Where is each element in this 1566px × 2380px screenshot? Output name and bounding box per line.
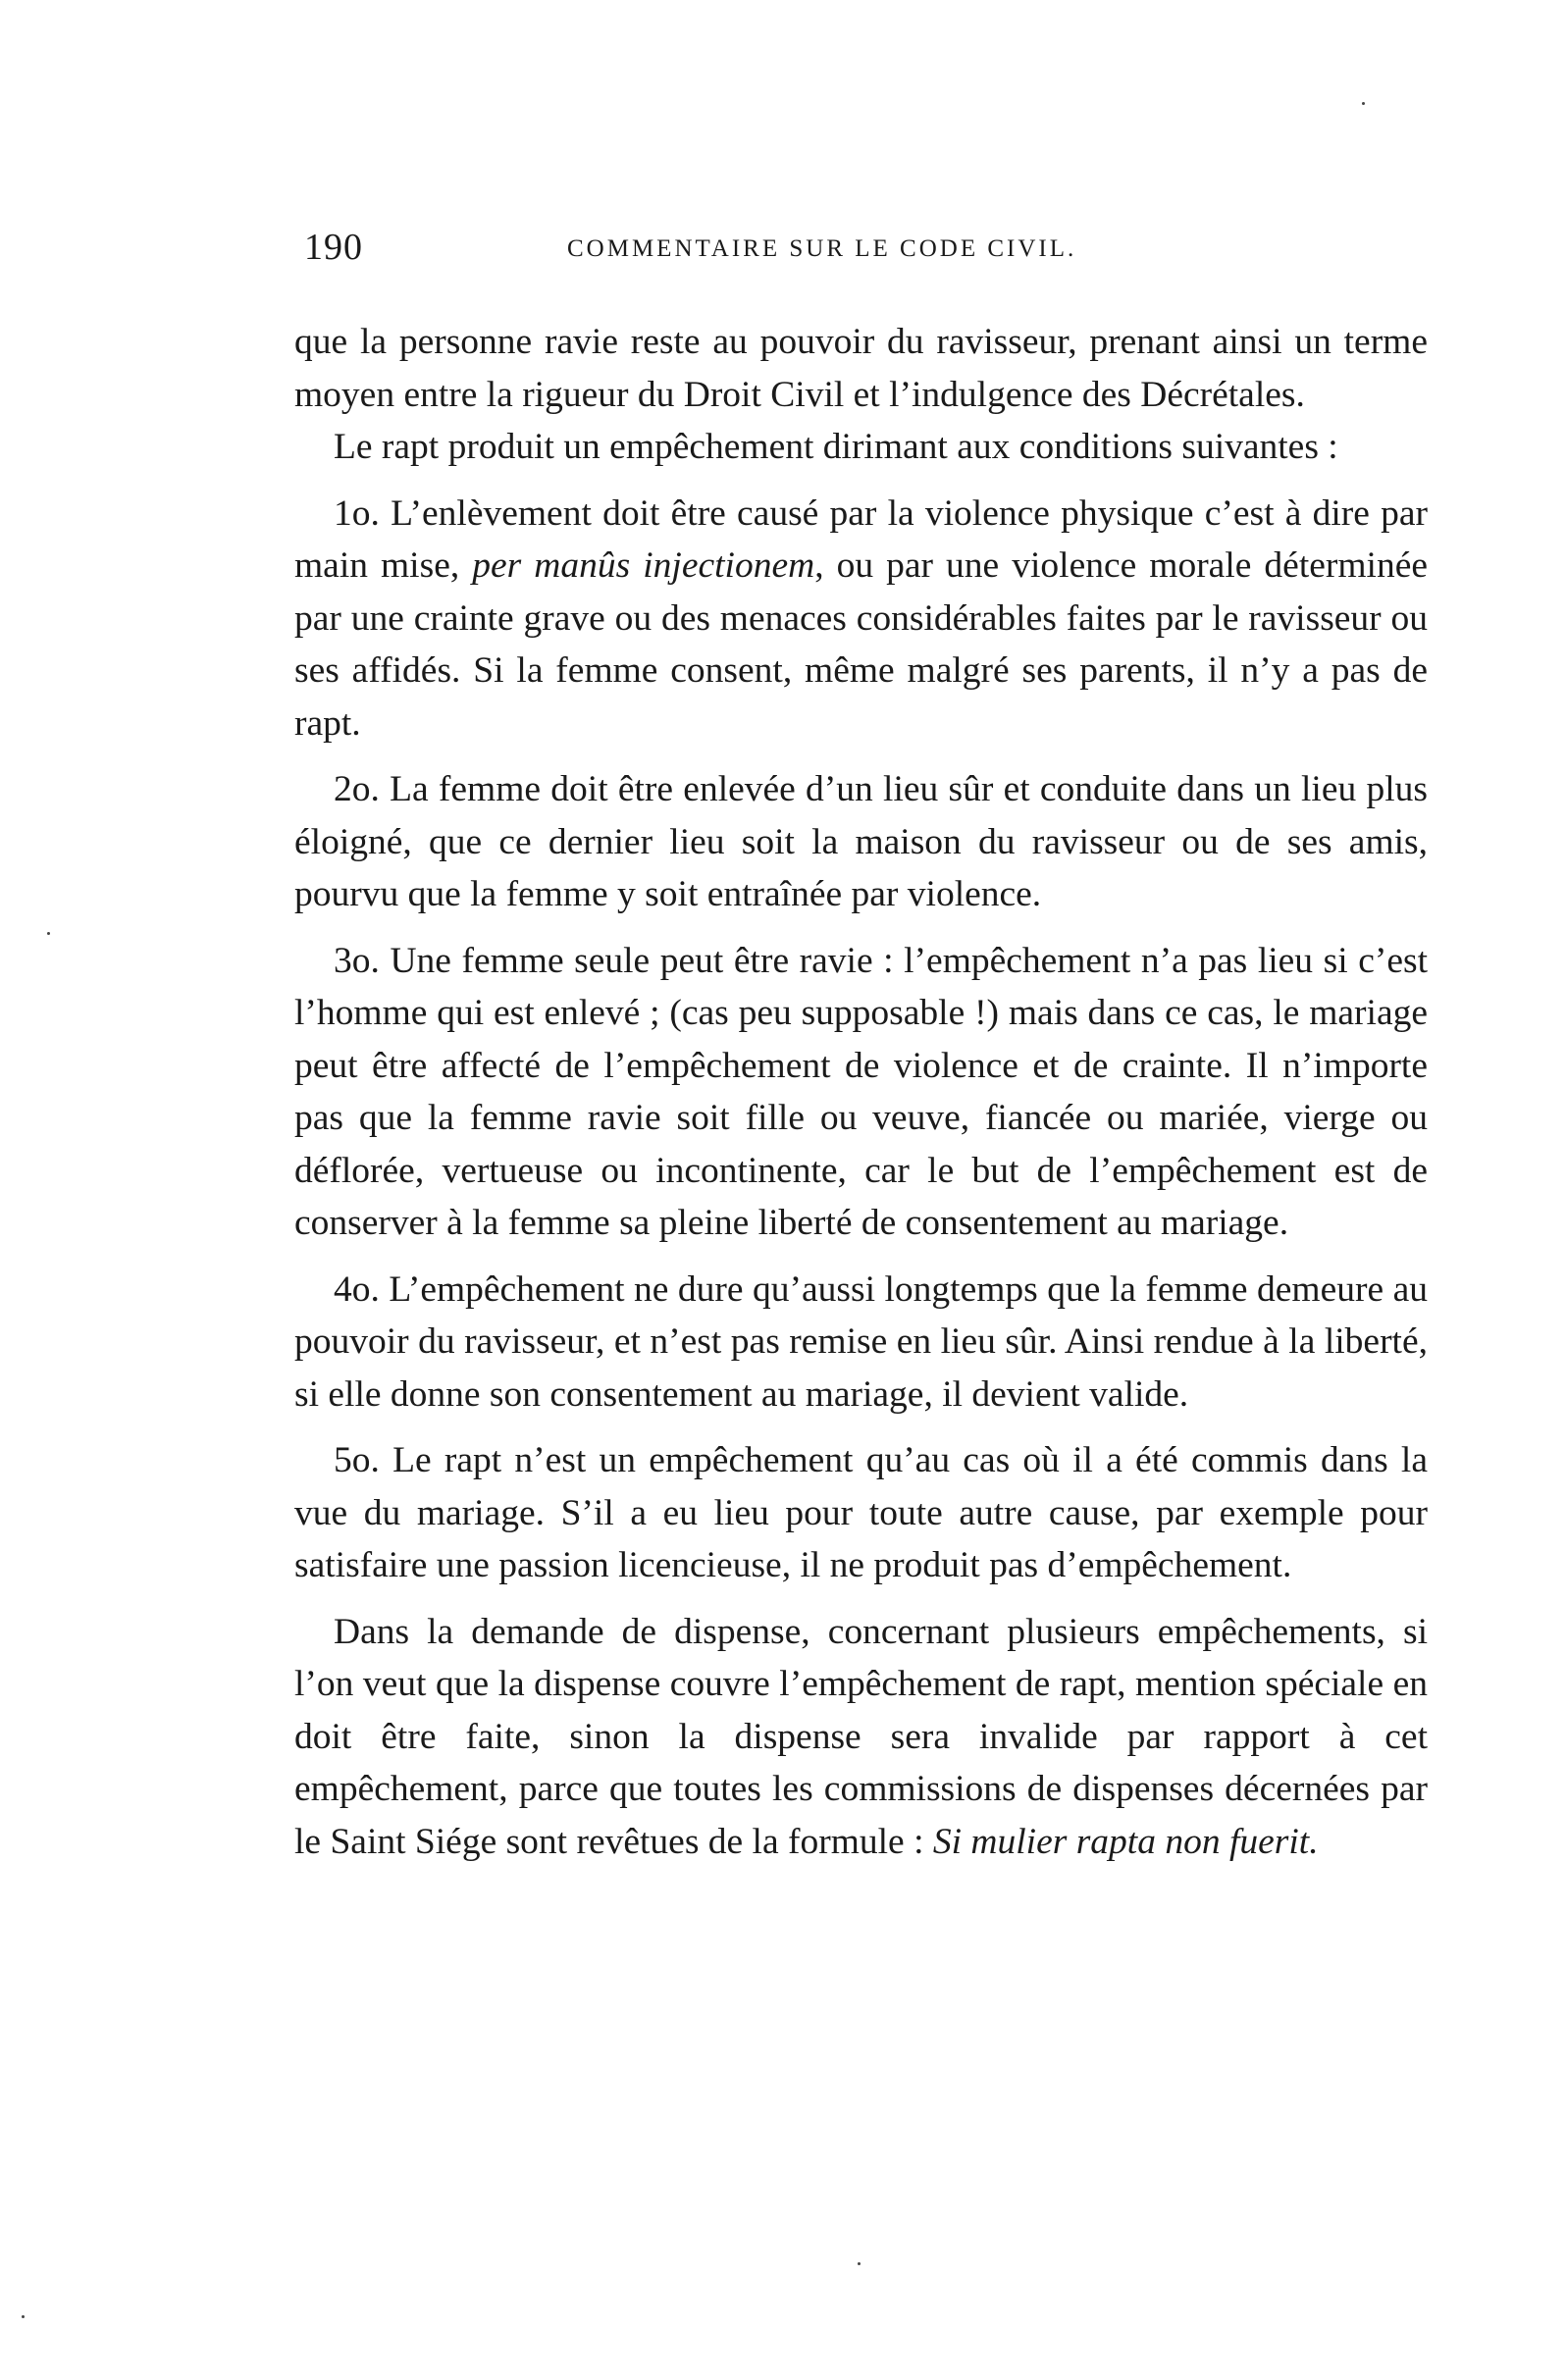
page-body (294, 316, 1428, 1868)
dispense-latin-formula: Si mulier rapta non fuerit. (932, 1821, 1319, 1862)
paragraph-condition-3: 3o. Une femme seule peut être ravie : l’empêchement n’a pas lieu si c’est l’homme qui est enlevé ; (cas peu supposable !) mais dans ce cas, le mariage peut être affecté de l’empêchement de violence et de crainte. Il n’importe pas que la femme ravie soit fille ou veuve, fiancée ou mariée, vierge ou déflorée, vertueuse ou incontinente, car le but de l’empêchement est de conserver à la femme sa pleine liberté de consentement au mariage. (294, 940, 1428, 1243)
paragraph-condition-2: 2o. La femme doit être enlevée d’un lieu sûr et conduite dans un lieu plus éloigné, que ce dernier lieu soit la maison du ravisseur ou de ses amis, pourvu que la femme y soit entraînée par violence. (294, 769, 1428, 914)
paragraph-intro: Le rapt produit un empêchement dirimant aux conditions suivantes : (334, 427, 1338, 467)
running-head: COMMENTAIRE SUR LE CODE CIVIL. (567, 235, 1077, 262)
dispense-text: Dans la demande de dispense, concernant plusieurs empêchements, si l’on veut que la dispense couvre l’empêchement de rapt, mention spéciale en doit être faite, sinon la dispense sera invalide par rapport à cet empêchement, parce que toutes les commissions de dispenses décernées par le Saint Siége sont revêtues de la formule : (294, 1611, 1428, 1862)
scan-speck (858, 2262, 861, 2265)
paragraph-condition-5: 5o. Le rapt n’est un empêchement qu’au cas où il a été commis dans la vue du mariage. S’il a eu lieu pour toute autre cause, par exemple pour satisfaire une passion licencieuse, il ne produit pas d’empêchement. (294, 1440, 1428, 1585)
paragraph-continuation: que la personne ravie reste au pouvoir du ravisseur, prenant ainsi un terme moyen entre la rigueur du Droit Civil et l’indulgence des Décrétales. (294, 322, 1428, 415)
condition-1-text: 1o. L’enlèvement doit être causé par la violence physique c’est à dire par main mise, (294, 492, 1428, 586)
scan-speck (47, 932, 50, 935)
condition-1-latin: per manûs injectionem (472, 545, 815, 586)
scan-speck (22, 2315, 25, 2318)
paragraph-condition-4: 4o. L’empêchement ne dure qu’aussi longtemps que la femme demeure au pouvoir du ravisseur, et n’est pas remise en lieu sûr. Ainsi rendue à la liberté, si elle donne son consentement au mariage, il devient valide. (294, 1268, 1428, 1415)
condition-1-text-end: , ou par une violence morale déterminée par une crainte grave ou des menaces considérables faites par le ravisseur ou ses affidés. Si la femme consent, même malgré ses parents, il n’y a pas de rapt. (294, 545, 1429, 744)
page-number: 190 (304, 227, 363, 268)
page-header (304, 226, 1433, 285)
scan-speck (1362, 102, 1365, 105)
paragraph-dispense (294, 1606, 1428, 1869)
paragraph-condition-1 (294, 488, 1428, 750)
